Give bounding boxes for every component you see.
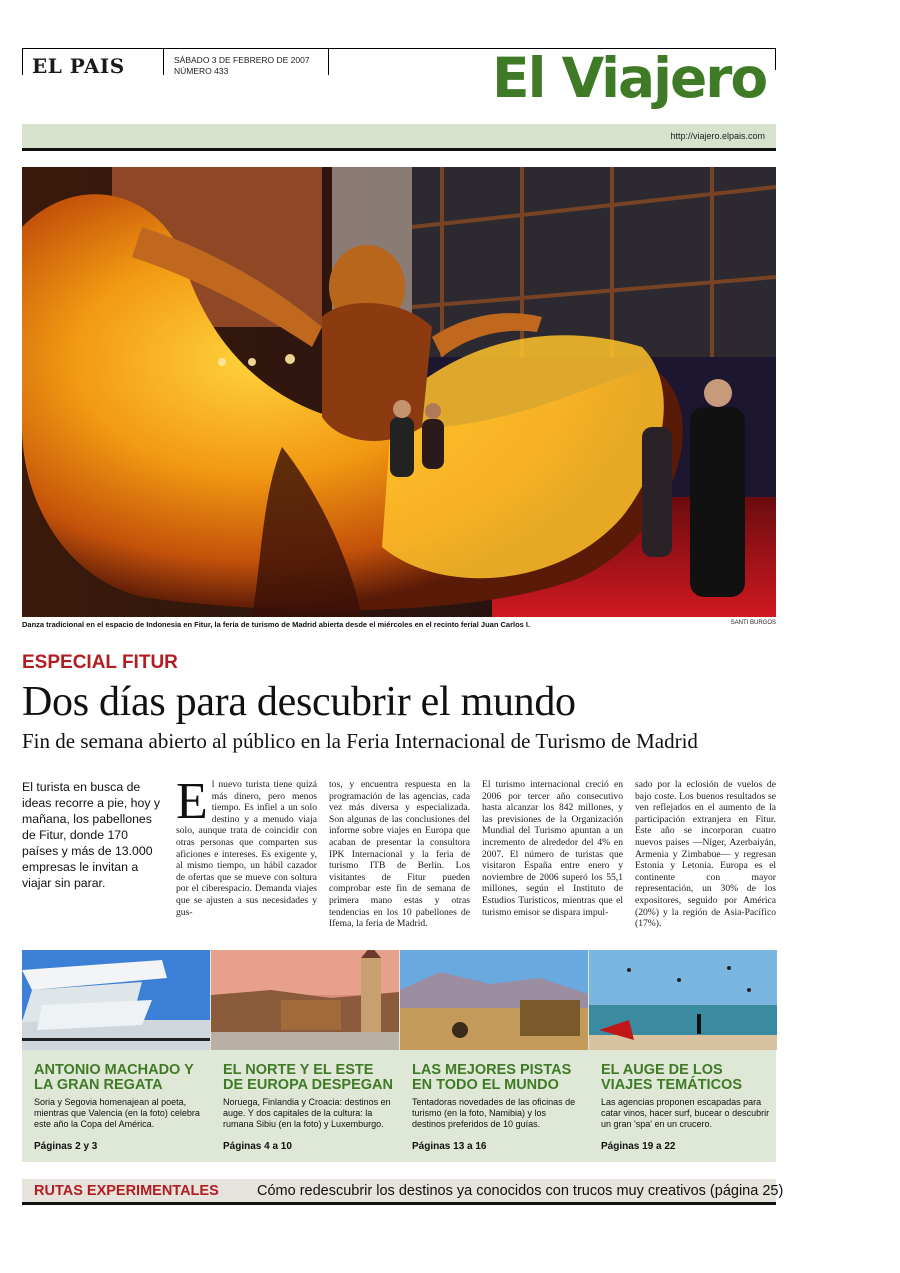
namibia-image <box>400 950 588 1050</box>
teaser-pages-4[interactable]: Páginas 19 a 22 <box>601 1141 676 1152</box>
sibiu-image <box>211 950 399 1050</box>
teaser-pages-3[interactable]: Páginas 13 a 16 <box>412 1141 487 1152</box>
dancer-image <box>22 167 776 617</box>
teaser-thumb-valencia[interactable] <box>22 950 210 1050</box>
teaser-title-3[interactable]: LAS MEJORES PISTAS EN TODO EL MUNDO <box>412 1062 572 1093</box>
article-column-4: sado por la eclosión de vuelos de bajo coste. Los buenos resultados se ven reflejados en el aumento de la participación extranjera en Fitur. Este año se incorporan cuatro nuevos países —Níger, Azerbaiyán, Armenia y Zimbabue— y regresan Estonia y Letonia. Europa es el continente con mayor representación, un 30% de los expositores, seguido por América (20%) y la región de Asia-Pacífico (17%). <box>635 779 776 930</box>
teaser-thumb-beach[interactable] <box>589 950 777 1050</box>
teaser-pages-1[interactable]: Páginas 2 y 3 <box>34 1141 98 1152</box>
drop-cap: E <box>176 773 208 830</box>
article-column-1 <box>176 773 317 918</box>
section-title[interactable]: El Viajero <box>492 46 767 110</box>
teaser-text-2: Noruega, Finlandia y Croacia: destinos en auge. Y dos capitales de la cultura: la rumana Sibiu (en la foto) y Luxemburgo. <box>223 1097 391 1129</box>
teaser-thumb-sibiu[interactable] <box>211 950 399 1050</box>
issue-date: SÁBADO 3 DE FEBRERO DE 2007 <box>174 55 310 65</box>
teaser-text-4: Las agencias proponen escapadas para catar vinos, hacer surf, bucear o descubrir un gran 'spa' en un crucero. <box>601 1097 770 1129</box>
teaser-title-1[interactable]: ANTONIO MACHADO Y LA GRAN REGATA <box>34 1062 194 1093</box>
column-1-text: l nuevo turista tiene quizá más dinero, pero menos tiempo. Es infiel a un solo destino y a menudo viaja solo, aunque trata de coincidir con otras personas que comparten sus aficiones e intereses. Es exigente y, al mismo tiempo, un hábil cazador de ofertas que se mueve con soltura por el ciberespacio. Demanda viajes que se ajusten a sus necesidades y gus- <box>176 779 317 918</box>
teaser-pages-2[interactable]: Páginas 4 a 10 <box>223 1141 292 1152</box>
article-column-2: tos, y encuentra respuesta en la programación de las agencias, cada vez más diversa y especializada. Son algunas de las conclusiones del informe sobre viajes en Europa que acaban de presentar la consultora IPK Internacional y la feria de turismo ITB de Berlín. Los visitantes de Fitur pueden comprobar este fin de semana de primera mano estas y otras tendencias en los 10 pabellones de Ifema, la feria de Madrid. <box>329 779 470 930</box>
valencia-image <box>22 950 210 1050</box>
issue-number: NÚMERO 433 <box>174 66 229 76</box>
article-subhead: Fin de semana abierto al público en la Feria Internacional de Turismo de Madrid <box>22 729 698 753</box>
teaser-title-2[interactable]: EL NORTE Y EL ESTE DE EUROPA DESPEGAN <box>223 1062 393 1093</box>
beach-image <box>589 950 777 1050</box>
section-bar <box>22 124 776 151</box>
article-lede: El turista en busca de ideas recorre a pie, hoy y mañana, los pabellones de Fitur, donde 170 países y más de 13.000 empresas le invitan a viajar sin parar. <box>22 780 161 890</box>
teaser-thumb-namibia[interactable] <box>400 950 588 1050</box>
lead-photo[interactable] <box>22 167 776 617</box>
footer-label[interactable]: RUTAS EXPERIMENTALES <box>34 1183 219 1199</box>
article-kicker: ESPECIAL FITUR <box>22 652 178 673</box>
teaser-text-1: Soria y Segovia homenajean al poeta, mientras que Valencia (en la foto) celebra este año la Copa del América. <box>34 1097 200 1129</box>
section-url-link[interactable]: http://viajero.elpais.com <box>670 131 765 141</box>
top-rule-tick <box>775 48 776 70</box>
photo-caption: Danza tradicional en el espacio de Indonesia en Fitur, la feria de turismo de Madrid abierta desde el miércoles en el recinto ferial Juan Carlos I. <box>22 620 531 629</box>
footer-text[interactable]: Cómo redescubrir los destinos ya conocidos con trucos muy creativos (página 25) <box>257 1183 784 1199</box>
teaser-text-3: Tentadoras novedades de las oficinas de turismo (en la foto, Namibia) y los destinos preferidos de 10 guías. <box>412 1097 576 1129</box>
article-headline[interactable]: Dos días para descubrir el mundo <box>22 679 576 725</box>
issue-info <box>174 55 310 77</box>
newspaper-logo[interactable]: EL PAIS <box>32 54 125 78</box>
photo-credit: SANTI BURGOS <box>730 620 776 626</box>
teaser-title-4[interactable]: EL AUGE DE LOS VIAJES TEMÁTICOS <box>601 1062 742 1093</box>
article-column-3: El turismo internacional creció en 2006 por tercer año consecutivo hasta alcanzar los 842 millones, y las previsiones de la Organización Mundial del Turismo apuntan a un incremento de alrededor del 4% en 2007. El número de turistas que visitaron España entre enero y noviembre de 2006 superó los 55,1 millones, según el Instituto de Estudios Turísticos, mientras que el turismo emisor se dispara impul- <box>482 779 623 918</box>
